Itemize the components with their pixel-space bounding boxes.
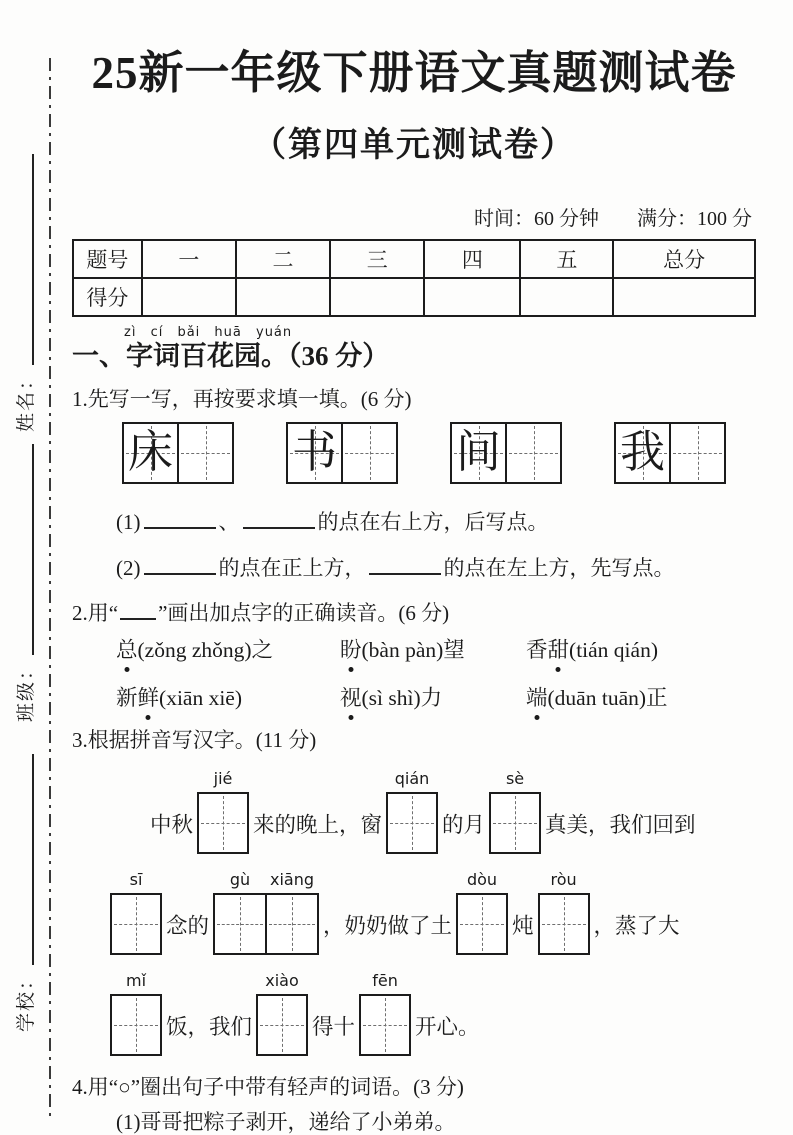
pinyin-label: jié	[213, 768, 233, 788]
section1-pinyin: zì cí bǎi huā yuán	[124, 325, 293, 341]
writing-grid-row	[122, 422, 756, 484]
model-character: 书	[291, 427, 337, 478]
q2-option: 视(sì shì)力	[340, 681, 526, 712]
header-cell: 三	[330, 240, 424, 278]
pinyin-label: qián	[394, 768, 430, 788]
writing-grid	[614, 422, 726, 484]
q4-sub1: (1)哥哥把粽子剥开，递给了小弟弟。	[116, 1110, 456, 1135]
page-subtitle: （第四单元测试卷）	[252, 127, 576, 165]
sub-number: (1)	[116, 509, 141, 534]
q3-line3: mǐ 饭，我们 xiào 得十 fēn 开心。	[106, 970, 756, 1056]
dotted-character: 总	[116, 633, 138, 664]
blank-line	[144, 506, 216, 529]
row-label-cell: 得分	[73, 278, 142, 316]
pinyin-label: dòu	[466, 869, 498, 889]
answer-box	[489, 792, 541, 854]
q2-options	[116, 633, 756, 712]
score-table-score-row	[73, 278, 755, 316]
practice-cell	[669, 424, 724, 482]
pinyin-answer-box	[359, 970, 411, 1056]
model-character: 间	[455, 427, 501, 478]
pinyin-answer-box	[110, 869, 162, 955]
score-cell	[613, 278, 755, 316]
q2-heading: 2.用“ ”画出加点字的正确读音。(6 分)	[72, 597, 756, 626]
header-cell: 总分	[613, 240, 755, 278]
practice-cell	[505, 424, 560, 482]
dotted-character: 端	[526, 681, 548, 712]
q3-line1: 中秋 jié 来的晚上，窗 qián 的月 sè 真美，我们回到	[150, 768, 756, 854]
answer-box-double	[213, 893, 319, 955]
class-label: 班级：	[16, 658, 37, 722]
score-table	[72, 239, 756, 317]
school-field	[12, 752, 38, 1032]
pinyin-label: sè	[505, 768, 525, 788]
class-blank-line	[32, 444, 34, 655]
dotted-character: 甜	[548, 633, 570, 664]
answer-box	[110, 893, 162, 955]
writing-grid	[122, 422, 234, 484]
writing-grid	[450, 422, 562, 484]
name-label: 姓名：	[16, 368, 37, 432]
dotted-character: 盼	[340, 633, 362, 664]
q2-option: 新鲜(xiān xiē)	[116, 681, 340, 712]
pinyin-label: mǐ	[125, 970, 147, 990]
header-cell: 四	[424, 240, 520, 278]
q2-option: 盼(bàn pàn)望	[340, 633, 526, 664]
answer-box	[359, 994, 411, 1056]
practice-cell	[341, 424, 396, 482]
score-table-header-row	[73, 240, 755, 278]
q4-heading: 4.用“○”圈出句子中带有轻声的词语。(3 分)	[72, 1074, 464, 1099]
paper-content	[72, 45, 756, 1135]
q3-heading: 3.根据拼音写汉字。(11 分)	[72, 727, 317, 752]
character-cell	[452, 424, 505, 482]
character-cell	[124, 424, 177, 482]
exam-info-line	[72, 202, 756, 231]
pinyin-label: gù xiāng	[229, 869, 315, 889]
blank-line	[243, 506, 315, 529]
pinyin-answer-box-double	[213, 869, 319, 955]
writing-grid	[286, 422, 398, 484]
score-cell	[142, 278, 236, 316]
pinyin-answer-box	[110, 970, 162, 1056]
q2-option: 端(duān tuān)正	[526, 681, 756, 712]
pinyin-label: sī	[129, 869, 143, 889]
seal-dashdot-line	[49, 58, 51, 1122]
blank-line	[369, 552, 441, 575]
full-score: 满分：100 分	[637, 208, 752, 231]
answer-box	[110, 994, 162, 1056]
q2-option: 总(zǒng zhǒng)之	[116, 633, 340, 664]
class-field	[12, 442, 38, 722]
answer-box	[456, 893, 508, 955]
score-cell	[330, 278, 424, 316]
pinyin-answer-box	[197, 768, 249, 854]
practice-cell	[177, 424, 232, 482]
time-limit: 时间：60 分钟	[474, 208, 599, 231]
pinyin-label: xiào	[265, 970, 299, 990]
q2-option: 香甜(tián qián)	[526, 633, 756, 664]
underline-mark	[120, 597, 156, 620]
pinyin-answer-box	[489, 768, 541, 854]
school-blank-line	[32, 754, 34, 965]
header-cell: 一	[142, 240, 236, 278]
page-title: 25新一年级下册语文真题测试卷	[91, 48, 737, 98]
sub-number: (2)	[116, 556, 141, 581]
q1-sub1: (1) 、 的点在右上方，后写点。	[116, 506, 756, 535]
dotted-character: 视	[340, 681, 362, 712]
section1-heading: 一、字词百花园。（36 分）	[72, 341, 390, 372]
pinyin-answer-box	[538, 869, 590, 955]
pinyin-label: fēn	[372, 970, 398, 990]
model-character: 床	[127, 427, 173, 478]
blank-line	[144, 552, 216, 575]
score-cell	[236, 278, 330, 316]
character-cell	[616, 424, 669, 482]
character-cell	[288, 424, 341, 482]
score-cell	[520, 278, 613, 316]
school-label: 学校：	[16, 968, 37, 1032]
answer-box	[386, 792, 438, 854]
name-blank-line	[32, 154, 34, 365]
q1-sub2: (2) 的点在正上方， 的点在左上方，先写点。	[116, 552, 756, 581]
name-field	[12, 152, 38, 432]
header-cell: 五	[520, 240, 613, 278]
model-character: 我	[619, 427, 665, 478]
pinyin-label: ròu	[550, 869, 577, 889]
header-cell: 题号	[73, 240, 142, 278]
header-cell: 二	[236, 240, 330, 278]
q3-line2: sī 念的 gù xiāng ，奶奶做了土 dòu 炖 ròu ，蒸了大	[106, 869, 756, 955]
answer-box	[538, 893, 590, 955]
pinyin-answer-box	[456, 869, 508, 955]
pinyin-answer-box	[386, 768, 438, 854]
answer-box	[256, 994, 308, 1056]
dotted-character: 鲜	[138, 681, 160, 712]
score-cell	[424, 278, 520, 316]
answer-box	[197, 792, 249, 854]
pinyin-answer-box	[256, 970, 308, 1056]
q1-heading: 1.先写一写，再按要求填一填。(6 分)	[72, 386, 412, 411]
